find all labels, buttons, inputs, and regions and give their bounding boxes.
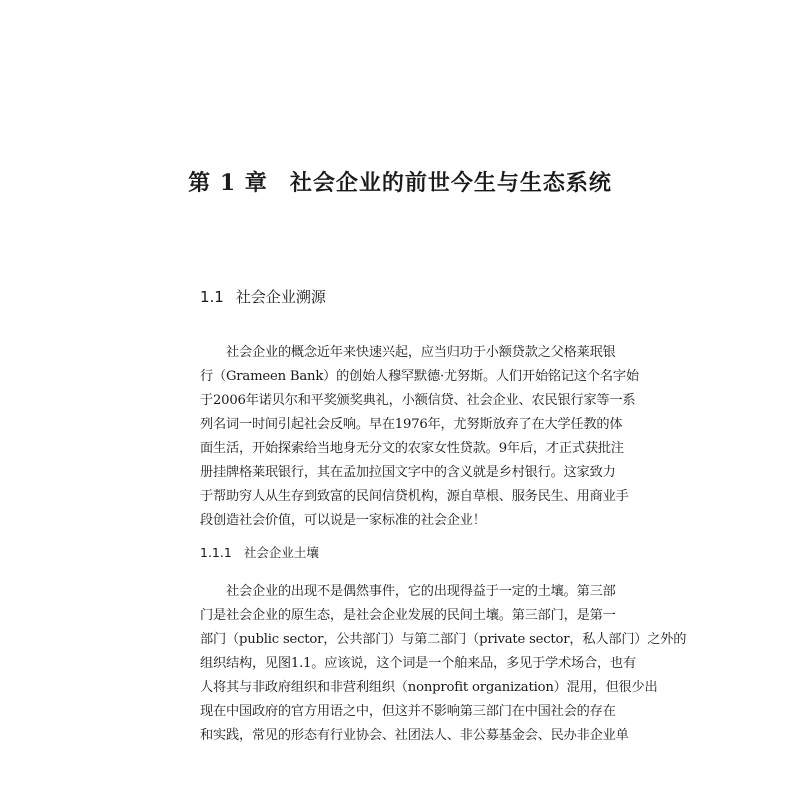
subsection-title: 社会企业土壤 <box>243 545 319 560</box>
text-line: 社会企业的出现不是偶然事件，它的出现得益于一定的土壤。第三部 <box>226 584 616 599</box>
chapter-title <box>0 166 800 197</box>
subsection-heading <box>200 543 319 561</box>
text-line: 段创造社会价值，可以说是一家标准的社会企业！ <box>200 513 486 528</box>
paragraph-1 <box>200 341 639 533</box>
section-heading <box>200 286 326 307</box>
subsection-number: 1.1.1 <box>200 545 232 560</box>
paragraph-2 <box>200 580 687 748</box>
text-line: 和实践，常见的形态有行业协会、社团法人、非公募基金会、民办非企业单 <box>200 728 629 743</box>
text-line: 人将其与非政府组织和非营利组织（nonprofit organization）混用，但很少出 <box>200 680 658 695</box>
section-title: 社会企业溯源 <box>235 288 326 306</box>
text-line: 面生活，开始探索给当地身无分文的农家女性贷款。9年后，才正式获批注 <box>200 441 624 456</box>
text-line: 现在中国政府的官方用语之中，但这并不影响第三部门在中国社会的存在 <box>200 704 616 719</box>
text-line: 组织结构，见图1.1。应该说，这个词是一个舶来品，多见于学术场合，也有 <box>200 656 636 671</box>
text-line: 行（Grameen Bank）的创始人穆罕默德·尤努斯。人们开始铭记这个名字始 <box>200 369 639 384</box>
text-line: 册挂牌格莱珉银行，其在孟加拉国文字中的含义就是乡村银行。这家致力 <box>200 465 616 480</box>
text-line: 于2006年诺贝尔和平奖颁奖典礼，小额信贷、社会企业、农民银行家等一系 <box>200 393 636 408</box>
text-line: 列名词一时间引起社会反响。早在1976年，尤努斯放弃了在大学任教的体 <box>200 417 623 432</box>
text-line: 门是社会企业的原生态，是社会企业发展的民间土壤。第三部门，是第一 <box>200 608 616 623</box>
chapter-number: 第 1 章 <box>188 170 268 196</box>
text-line: 社会企业的概念近年来快速兴起，应当归功于小额贷款之父格莱珉银 <box>226 345 616 360</box>
text-line: 于帮助穷人从生存到致富的民间信贷机构，源自草根、服务民生、用商业手 <box>200 489 629 504</box>
section-number: 1.1 <box>200 288 224 306</box>
chapter-title-text: 社会企业的前世今生与生态系统 <box>289 170 612 196</box>
text-line: 部门（public sector，公共部门）与第二部门（private sector，私人部门）之外的 <box>200 632 687 647</box>
